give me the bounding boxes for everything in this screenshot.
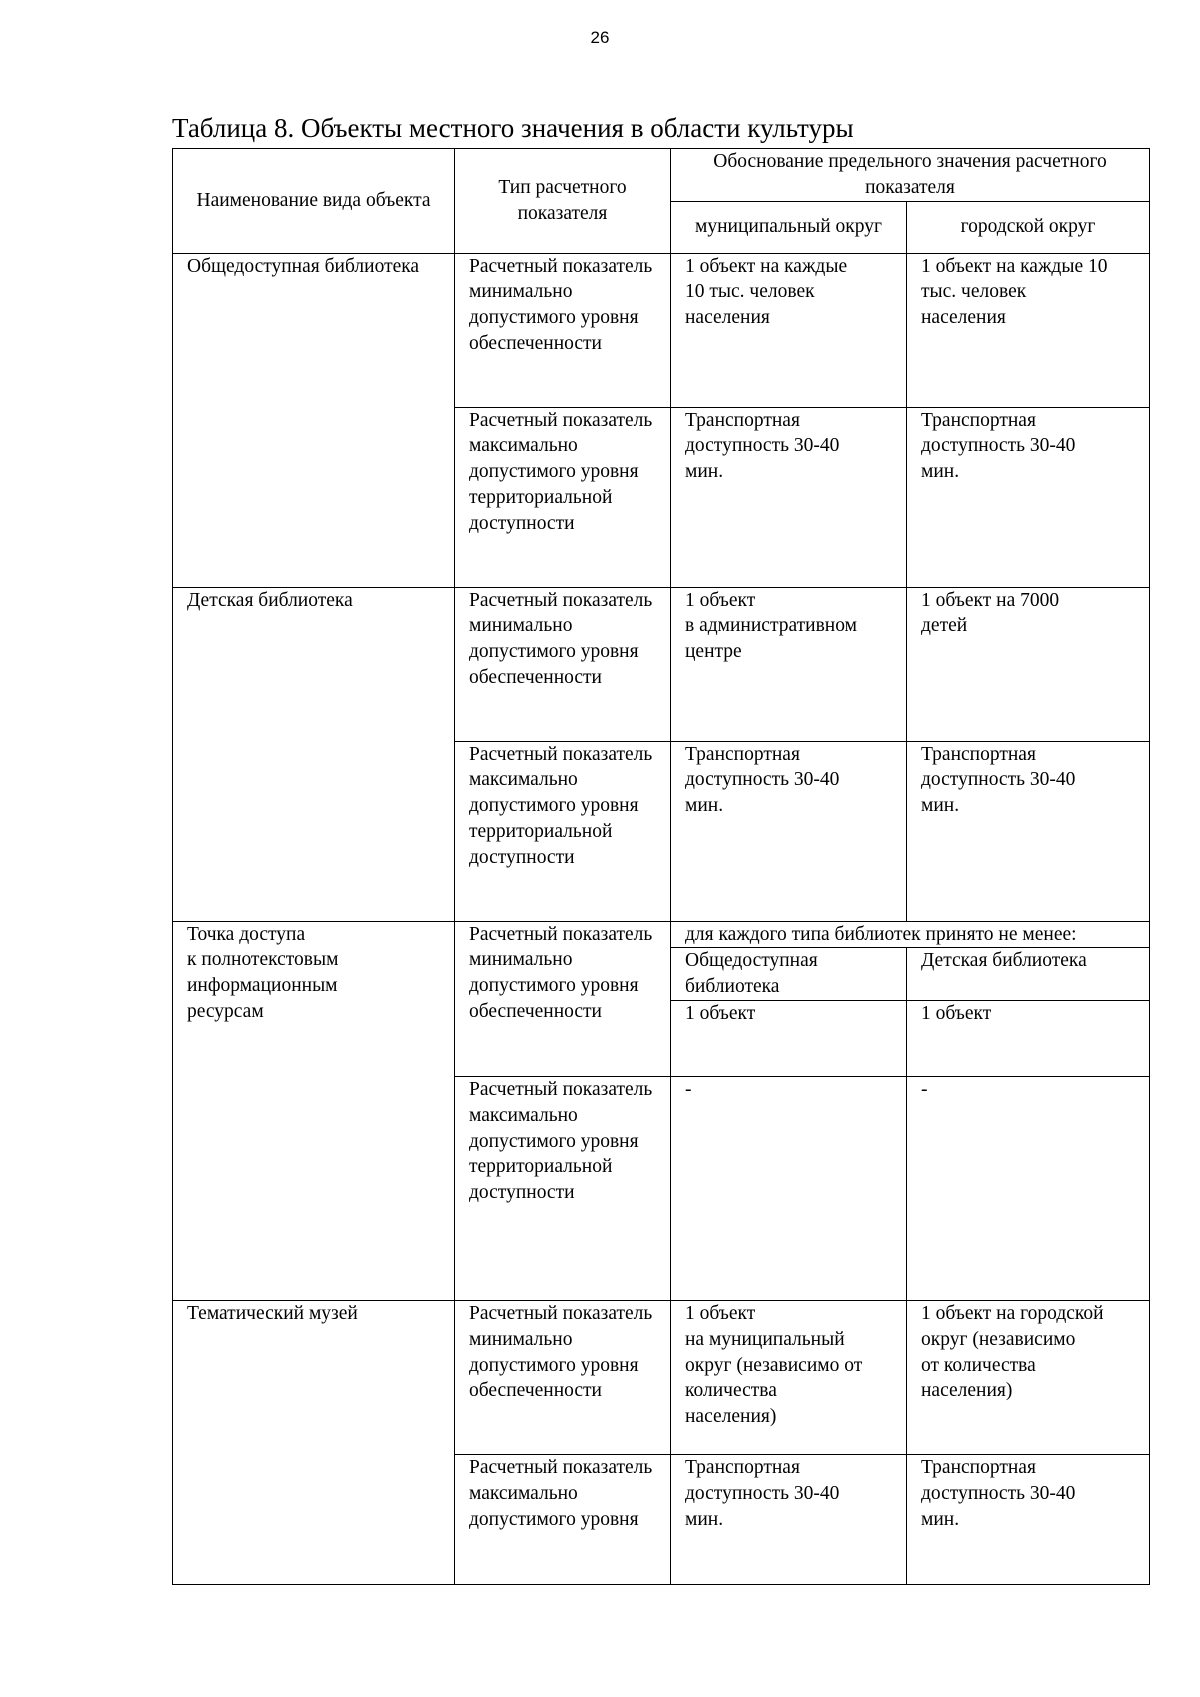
object-museum: Тематический музей <box>173 1300 455 1584</box>
cell-public-library-max-urban <box>907 407 1150 587</box>
header-basis: Обоснование предельного значения расчетного показателя <box>671 149 1150 202</box>
access-point-note: для каждого типа библиотек принято не менее: <box>671 921 1150 948</box>
indicator-min-provision: Расчетный показатель минимально допустимого уровня обеспеченности <box>455 921 671 1076</box>
text-line: 1 объект на 7000 <box>921 589 1060 611</box>
text-line: Транспортная <box>921 409 1036 431</box>
text-line: 10 тыс. человек <box>685 281 815 303</box>
text-line: на муниципальный <box>685 1328 845 1350</box>
text-line: центре <box>685 641 742 663</box>
text-line: информационным <box>187 975 338 997</box>
text-line: населения) <box>685 1406 777 1428</box>
table-caption: Таблица 8. Объекты местного значения в области культуры <box>172 113 854 143</box>
text-line: Транспортная <box>685 743 800 765</box>
cell-museum-min-municipal <box>671 1300 907 1454</box>
header-indicator-type: Тип расчетного показателя <box>455 149 671 254</box>
text-line: населения) <box>921 1380 1013 1402</box>
text-line: мин. <box>685 461 724 483</box>
cell-access-point-min-public: 1 объект <box>671 1000 907 1076</box>
text-line: Транспортная <box>685 409 800 431</box>
text-line: мин. <box>921 795 960 817</box>
cell-access-point-max-public: - <box>671 1076 907 1300</box>
access-point-sub-children: Детская библиотека <box>907 948 1150 1001</box>
text-line: детей <box>921 615 968 637</box>
text-line: мин. <box>921 1508 960 1530</box>
indicator-max-access: Расчетный показатель максимально допустимого уровня территориальной доступности <box>455 1076 671 1300</box>
cell-public-library-min-urban <box>907 253 1150 407</box>
table-row <box>173 1300 1150 1454</box>
cell-children-library-min-urban <box>907 587 1150 741</box>
text-line: доступность 30-40 <box>921 1482 1076 1504</box>
text-line: 1 объект <box>685 1302 756 1324</box>
text-line: доступность 30-40 <box>685 769 840 791</box>
text-line: от количества <box>921 1354 1036 1376</box>
header-municipal: муниципальный округ <box>671 201 907 253</box>
cell-children-library-min-municipal <box>671 587 907 741</box>
cell-museum-max-urban <box>907 1454 1150 1584</box>
text-line: тыс. человек <box>921 281 1027 303</box>
indicator-min-provision: Расчетный показатель минимально допустимого уровня обеспеченности <box>455 587 671 741</box>
indicator-max-access-partial: Расчетный показатель максимально допустимого уровня <box>455 1454 671 1584</box>
page-number: 26 <box>590 28 610 47</box>
text-line: Транспортная <box>921 1456 1036 1478</box>
header-object-name: Наименование вида объекта <box>173 149 455 254</box>
object-children-library: Детская библиотека <box>173 587 455 921</box>
table-row <box>173 253 1150 407</box>
text-line: количества <box>685 1380 777 1402</box>
cell-public-library-max-municipal <box>671 407 907 587</box>
text-line: доступность 30-40 <box>921 769 1076 791</box>
text-line: 1 объект на городской <box>921 1302 1104 1324</box>
object-public-library: Общедоступная библиотека <box>173 253 455 587</box>
text-line: Транспортная <box>685 1456 800 1478</box>
object-access-point <box>173 921 455 1300</box>
text-line: доступность 30-40 <box>685 435 840 457</box>
text-line: в административном <box>685 615 857 637</box>
cell-children-library-max-municipal <box>671 741 907 921</box>
cell-children-library-max-urban <box>907 741 1150 921</box>
text-line: округ (независимо <box>921 1328 1076 1350</box>
text-line: 1 объект <box>685 589 756 611</box>
text-line: населения <box>685 307 770 329</box>
access-point-sub-public: Общедоступная библиотека <box>671 948 907 1001</box>
cell-access-point-max-children: - <box>907 1076 1150 1300</box>
text-line: мин. <box>685 1508 724 1530</box>
header-row <box>173 149 1150 202</box>
text-line: доступность 30-40 <box>685 1482 840 1504</box>
text-line: ресурсам <box>187 1000 264 1022</box>
text-line: Точка доступа <box>187 923 306 945</box>
text-line: мин. <box>921 461 960 483</box>
text-line: Транспортная <box>921 743 1036 765</box>
text-line: мин. <box>685 795 724 817</box>
cell-public-library-min-municipal <box>671 253 907 407</box>
text-line: к полнотекстовым <box>187 949 339 971</box>
indicator-max-access: Расчетный показатель максимально допустимого уровня территориальной доступности <box>455 407 671 587</box>
table-row <box>173 921 1150 948</box>
text-line: 1 объект на каждые <box>685 255 848 277</box>
header-urban: городской округ <box>907 201 1150 253</box>
text-line: 1 объект на каждые 10 <box>921 255 1108 277</box>
cell-museum-max-municipal <box>671 1454 907 1584</box>
indicator-min-provision: Расчетный показатель минимально допустимого уровня обеспеченности <box>455 253 671 407</box>
text-line: доступность 30-40 <box>921 435 1076 457</box>
text-line: округ (независимо от <box>685 1354 863 1376</box>
table-row <box>173 587 1150 741</box>
cell-access-point-min-children: 1 объект <box>907 1000 1150 1076</box>
indicator-max-access: Расчетный показатель максимально допустимого уровня территориальной доступности <box>455 741 671 921</box>
culture-objects-table <box>172 148 1150 1585</box>
cell-museum-min-urban <box>907 1300 1150 1454</box>
text-line: населения <box>921 307 1006 329</box>
indicator-min-provision: Расчетный показатель минимально допустимого уровня обеспеченности <box>455 1300 671 1454</box>
